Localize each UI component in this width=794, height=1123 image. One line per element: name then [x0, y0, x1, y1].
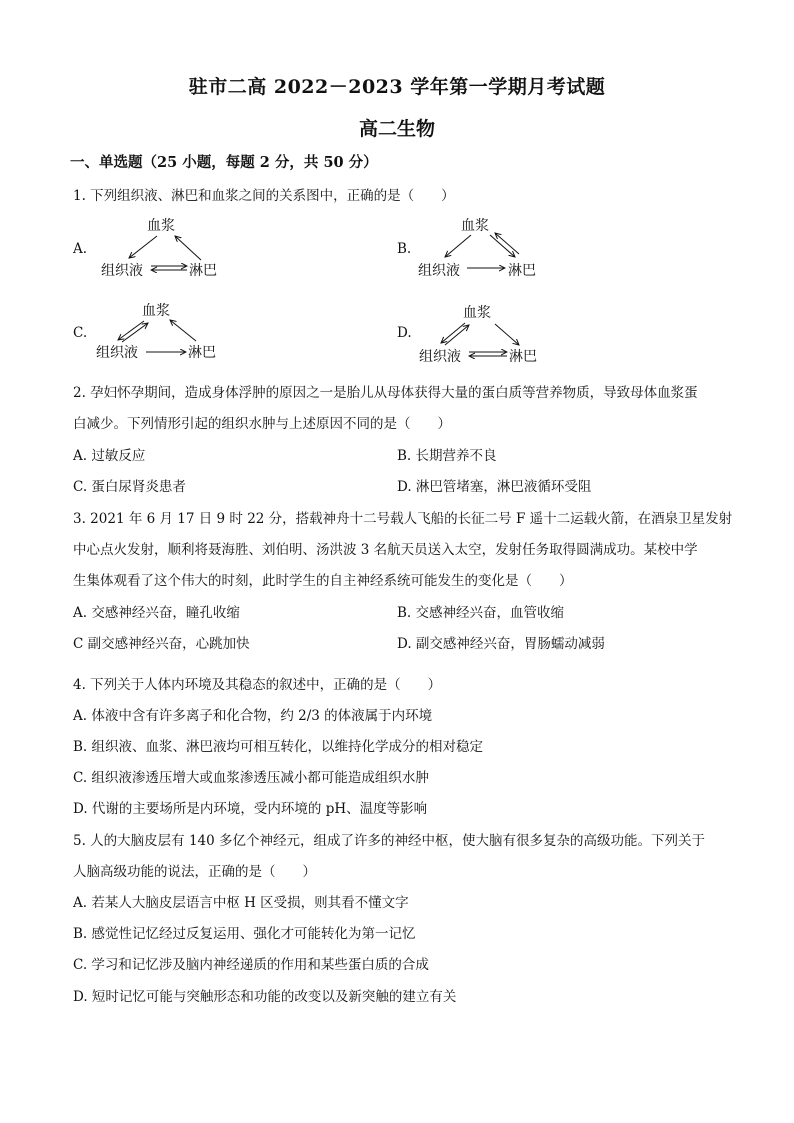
- q4-stem: 4. 下列关于人体内环境及其稳态的叙述中，正确的是（ ）: [73, 677, 442, 693]
- q2-option-a: A. 过敏反应: [73, 448, 146, 464]
- q1-diagram-a: [95, 212, 235, 287]
- q1-diagram-d: [415, 297, 555, 372]
- q4-option-b: B. 组织液、血浆、淋巴液均可相互转化，以维持化学成分的相对稳定: [73, 739, 484, 755]
- tissue-fluid-label: 组织液: [101, 263, 143, 279]
- q1-option-d-letter: D.: [397, 325, 412, 341]
- q3-option-b: B. 交感神经兴奋，血管收缩: [397, 605, 565, 621]
- q1-option-b-letter: B.: [397, 241, 412, 257]
- q1-option-c-letter: C.: [73, 325, 88, 341]
- q4-option-c: C. 组织液渗透压增大或血浆渗透压减小都可能造成组织水肿: [73, 770, 429, 786]
- plasma-label: 血浆: [147, 218, 175, 234]
- plasma-label: 血浆: [461, 218, 489, 234]
- q1-stem: 1. 下列组织液、淋巴和血浆之间的关系图中，正确的是（ ）: [73, 188, 455, 204]
- q2-option-c: C. 蛋白尿肾炎患者: [73, 479, 186, 495]
- q5-option-b: B. 感觉性记忆经过反复运用、强化才可能转化为第一记忆: [73, 926, 416, 942]
- q4-option-d: D. 代谢的主要场所是内环境，受内环境的 pH、温度等影响: [73, 801, 428, 817]
- q3-stem-line3: 生集体观看了这个伟大的时刻，此时学生的自主神经系统可能发生的变化是（ ）: [73, 573, 573, 589]
- q2-stem-line2: 白减少。下列情形引起的组织水肿与上述原因不同的是（ ）: [73, 416, 451, 432]
- q1-diagram-c: [92, 297, 232, 372]
- q2-stem-line1: 2. 孕妇怀孕期间，造成身体浮肿的原因之一是胎儿从母体获得大量的蛋白质等营养物质，导致母体血浆蛋: [73, 385, 698, 401]
- q1-option-a-letter: A.: [73, 241, 88, 257]
- q3-stem-line1: 3. 2021 年 6 月 17 日 9 时 22 分，搭载神舟十二号载人飞船的长征二号 F 遥十二运载火箭，在酒泉卫星发射: [73, 511, 733, 527]
- q5-stem-line2: 人脑高级功能的说法，正确的是（ ）: [73, 864, 316, 880]
- lymph-label: 淋巴: [509, 349, 537, 365]
- q1-diagram-b: [415, 212, 555, 287]
- plasma-label: 血浆: [463, 305, 491, 321]
- plasma-label: 血浆: [142, 303, 170, 319]
- q3-option-c: C 副交感神经兴奋，心跳加快: [73, 636, 250, 652]
- tissue-fluid-label: 组织液: [96, 345, 138, 361]
- q3-option-d: D. 副交感神经兴奋，胃肠蠕动减弱: [397, 636, 605, 652]
- q3-option-a: A. 交感神经兴奋，瞳孔收缩: [73, 605, 240, 621]
- section-heading: 一、单选题（25 小题，每题 2 分，共 50 分）: [70, 154, 378, 171]
- exam-title: 驻市二高 2022－2023 学年第一学期月考试题: [188, 76, 606, 98]
- q4-option-a: A. 体液中含有许多离子和化合物，约 2/3 的体液属于内环境: [73, 708, 433, 724]
- lymph-label: 淋巴: [188, 345, 216, 361]
- q5-option-a: A. 若某人大脑皮层语言中枢 H 区受损，则其看不懂文字: [73, 895, 409, 911]
- q3-stem-line2: 中心点火发射，顺利将聂海胜、刘伯明、汤洪波 3 名航天员送入太空，发射任务取得圆满成功。某校中学: [73, 542, 698, 558]
- q5-stem-line1: 5. 人的大脑皮层有 140 多亿个神经元，组成了许多的神经中枢，使大脑有很多复杂的高级功能。下列关于: [73, 833, 706, 849]
- lymph-label: 淋巴: [508, 263, 536, 279]
- q2-option-b: B. 长期营养不良: [397, 448, 497, 464]
- lymph-label: 淋巴: [189, 263, 217, 279]
- tissue-fluid-label: 组织液: [418, 263, 460, 279]
- q5-option-c: C. 学习和记忆涉及脑内神经递质的作用和某些蛋白质的合成: [73, 957, 429, 973]
- q2-option-d: D. 淋巴管堵塞，淋巴液循环受阻: [397, 479, 592, 495]
- exam-subtitle: 高二生物: [358, 118, 435, 140]
- tissue-fluid-label: 组织液: [419, 349, 461, 365]
- q5-option-d: D. 短时记忆可能与突触形态和功能的改变以及新突触的建立有关: [73, 989, 457, 1005]
